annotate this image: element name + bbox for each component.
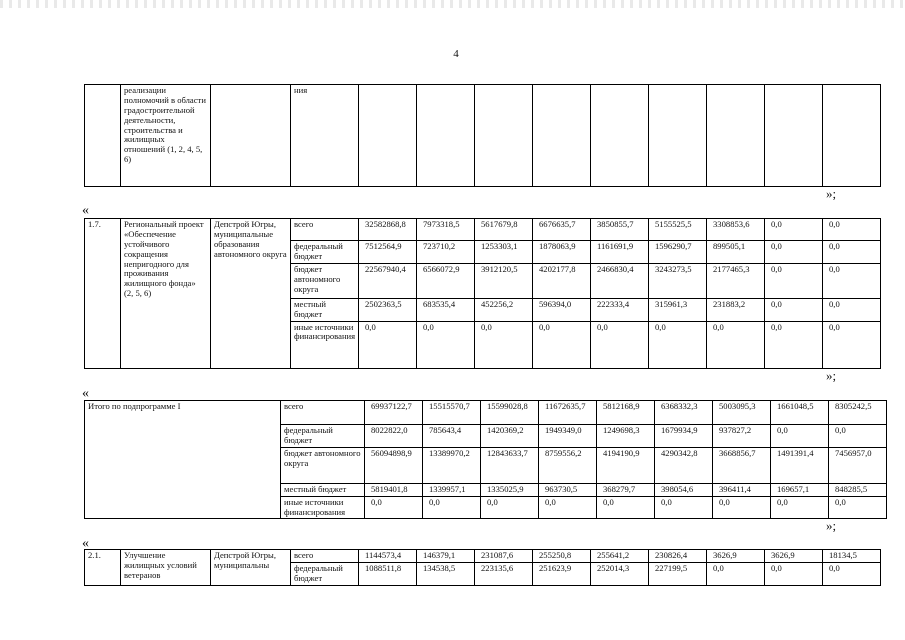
value-cell: 0,0: [539, 496, 597, 519]
value-cell: 22567940,4: [359, 263, 417, 298]
value-cell: 0,0: [655, 496, 713, 519]
value-cell: 230826,4: [649, 550, 707, 563]
value-cell: 1679934,9: [655, 425, 713, 448]
value-cell: 785643,4: [423, 425, 481, 448]
value-cell: 0,0: [823, 298, 881, 321]
value-cell: 3668856,7: [713, 447, 771, 483]
value-cell: 3626,9: [707, 550, 765, 563]
measure-name-cont: реализации полномочий в области градостроительной деятельности, строительства и жилищных отношений (1, 2, 4, 5, 6): [121, 85, 211, 187]
value-cell: 1253303,1: [475, 241, 533, 264]
value-cell: 0,0: [533, 321, 591, 368]
value-cell: 0,0: [707, 321, 765, 368]
project-1-7-table: [84, 218, 881, 369]
value-cell: 222333,4: [591, 298, 649, 321]
total-label: Итого по подпрограмме I: [85, 401, 281, 519]
funding-source: местный бюджет: [281, 483, 365, 496]
value-cell: 0,0: [591, 321, 649, 368]
value-cell: 1339957,1: [423, 483, 481, 496]
value-cell: 1335025,9: [481, 483, 539, 496]
funding-source: федеральный бюджет: [281, 425, 365, 448]
value-cell: 12843633,7: [481, 447, 539, 483]
value-cell: 0,0: [649, 321, 707, 368]
value-cell: 899505,1: [707, 241, 765, 264]
value-cell: 596394,0: [533, 298, 591, 321]
row-number: 2.1.: [85, 550, 121, 586]
value-cell: 3912120,5: [475, 263, 533, 298]
funding-source: бюджет автономного округа: [291, 263, 359, 298]
value-cell: 0,0: [765, 219, 823, 241]
value-cell: 1949349,0: [539, 425, 597, 448]
value-cell: 1144573,4: [359, 550, 417, 563]
table-row: [85, 401, 887, 425]
value-cell: 1161691,9: [591, 241, 649, 264]
value-cell: 15599028,8: [481, 401, 539, 425]
measure-name: Улучшение жилищных условий ветеранов: [121, 550, 211, 586]
value-cell: 0,0: [475, 321, 533, 368]
value-cell: 251623,9: [533, 563, 591, 586]
value-cell: 0,0: [597, 496, 655, 519]
value-cell: 8305242,5: [829, 401, 887, 425]
value-cell: 0,0: [423, 496, 481, 519]
value-cell: 7512564,9: [359, 241, 417, 264]
measure-name: Региональный проект «Обеспечение устойчивого сокращения непригодного для проживания жилищного фонда» (2, 5, 6): [121, 219, 211, 369]
opening-quote: «: [82, 203, 89, 218]
funding-source: иные источники финансирования: [281, 496, 365, 519]
value-cell: 7973318,5: [417, 219, 475, 241]
value-cell: 1491391,4: [771, 447, 829, 483]
funding-source: федеральный бюджет: [291, 241, 359, 264]
value-cell: 398054,6: [655, 483, 713, 496]
value-cell: 396411,4: [713, 483, 771, 496]
value-cell: 69937122,7: [365, 401, 423, 425]
value-cell: 6566072,9: [417, 263, 475, 298]
value-cell: 0,0: [765, 321, 823, 368]
funding-source: всего: [291, 550, 359, 563]
value-cell: 0,0: [713, 496, 771, 519]
value-cell: 5819401,8: [365, 483, 423, 496]
value-cell: 5003095,3: [713, 401, 771, 425]
value-cell: 2177465,3: [707, 263, 765, 298]
executor: Депстрой Югры, муниципальные образования автономного округа: [211, 219, 291, 369]
value-cell: 15515570,7: [423, 401, 481, 425]
value-cell: 452256,2: [475, 298, 533, 321]
value-cell: 0,0: [481, 496, 539, 519]
value-cell: 848285,5: [829, 483, 887, 496]
value-cell: 5812168,9: [597, 401, 655, 425]
value-cell: 56094898,9: [365, 447, 423, 483]
subprogram-total-table: [84, 400, 887, 519]
value-cell: 223135,6: [475, 563, 533, 586]
value-cell: 4194190,9: [597, 447, 655, 483]
executor: Депстрой Югры, муниципальны: [211, 550, 291, 586]
table-row: [85, 219, 881, 241]
value-cell: 5155525,5: [649, 219, 707, 241]
value-cell: 0,0: [829, 496, 887, 519]
funding-source: федеральный бюджет: [291, 563, 359, 586]
value-cell: 0,0: [771, 496, 829, 519]
scan-edge-artifact: [0, 0, 905, 8]
value-cell: 1420369,2: [481, 425, 539, 448]
funding-source: иные источники финансирования: [291, 321, 359, 368]
value-cell: 11672635,7: [539, 401, 597, 425]
page-number: 4: [453, 48, 459, 60]
value-cell: 3243273,5: [649, 263, 707, 298]
value-cell: 0,0: [823, 241, 881, 264]
value-cell: 3626,9: [765, 550, 823, 563]
value-cell: 4202177,8: [533, 263, 591, 298]
value-cell: 6368332,3: [655, 401, 713, 425]
value-cell: 0,0: [707, 563, 765, 586]
opening-quote: «: [82, 536, 89, 551]
value-cell: 0,0: [417, 321, 475, 368]
value-cell: 0,0: [823, 263, 881, 298]
value-cell: 255641,2: [591, 550, 649, 563]
table-row: [85, 550, 881, 563]
value-cell: 0,0: [765, 263, 823, 298]
value-cell: 0,0: [365, 496, 423, 519]
cell-empty: [85, 85, 121, 187]
value-cell: 0,0: [829, 425, 887, 448]
value-cell: 683535,4: [417, 298, 475, 321]
value-cell: 0,0: [359, 321, 417, 368]
value-cell: 723710,2: [417, 241, 475, 264]
value-cell: 1878063,9: [533, 241, 591, 264]
value-cell: 0,0: [823, 563, 881, 586]
value-cell: 2502363,5: [359, 298, 417, 321]
value-cell: 3850855,7: [591, 219, 649, 241]
funding-source: всего: [281, 401, 365, 425]
row-number: 1.7.: [85, 219, 121, 369]
value-cell: 368279,7: [597, 483, 655, 496]
executor-cont: [211, 85, 291, 187]
value-cell: 3308853,6: [707, 219, 765, 241]
value-cell: 8759556,2: [539, 447, 597, 483]
value-cell: 18134,5: [823, 550, 881, 563]
value-cell: 252014,3: [591, 563, 649, 586]
value-cell: 0,0: [765, 241, 823, 264]
value-cell: 231087,6: [475, 550, 533, 563]
value-cell: 32582868,8: [359, 219, 417, 241]
funding-source: местный бюджет: [291, 298, 359, 321]
value-cell: 0,0: [765, 298, 823, 321]
value-cell: 4290342,8: [655, 447, 713, 483]
value-cell: 1661048,5: [771, 401, 829, 425]
value-cell: 2466830,4: [591, 263, 649, 298]
opening-quote: «: [82, 386, 89, 401]
value-cell: 13389970,2: [423, 447, 481, 483]
value-cell: 0,0: [771, 425, 829, 448]
value-cell: 7456957,0: [829, 447, 887, 483]
value-cell: 1088511,8: [359, 563, 417, 586]
closing-quote: »;: [826, 518, 837, 533]
value-cell: 227199,5: [649, 563, 707, 586]
funding-source: бюджет автономного округа: [281, 447, 365, 483]
value-cell: 963730,5: [539, 483, 597, 496]
source-cont: ния: [291, 85, 359, 187]
value-cell: 1596290,7: [649, 241, 707, 264]
value-cell: 6676635,7: [533, 219, 591, 241]
project-2-1-table: [84, 549, 881, 586]
value-cell: 146379,1: [417, 550, 475, 563]
value-cell: 0,0: [765, 563, 823, 586]
value-cell: 5617679,8: [475, 219, 533, 241]
value-cell: 134538,5: [417, 563, 475, 586]
value-cell: 8022822,0: [365, 425, 423, 448]
value-cell: 1249698,3: [597, 425, 655, 448]
value-cell: 231883,2: [707, 298, 765, 321]
closing-quote: »;: [826, 186, 837, 201]
funding-source: всего: [291, 219, 359, 241]
continuation-table: [84, 84, 881, 187]
value-cell: 0,0: [823, 219, 881, 241]
value-cell: 0,0: [823, 321, 881, 368]
value-cell: 255250,8: [533, 550, 591, 563]
value-cell: 315961,3: [649, 298, 707, 321]
closing-quote: »;: [826, 368, 837, 383]
value-cell: 937827,2: [713, 425, 771, 448]
value-cell: 169657,1: [771, 483, 829, 496]
